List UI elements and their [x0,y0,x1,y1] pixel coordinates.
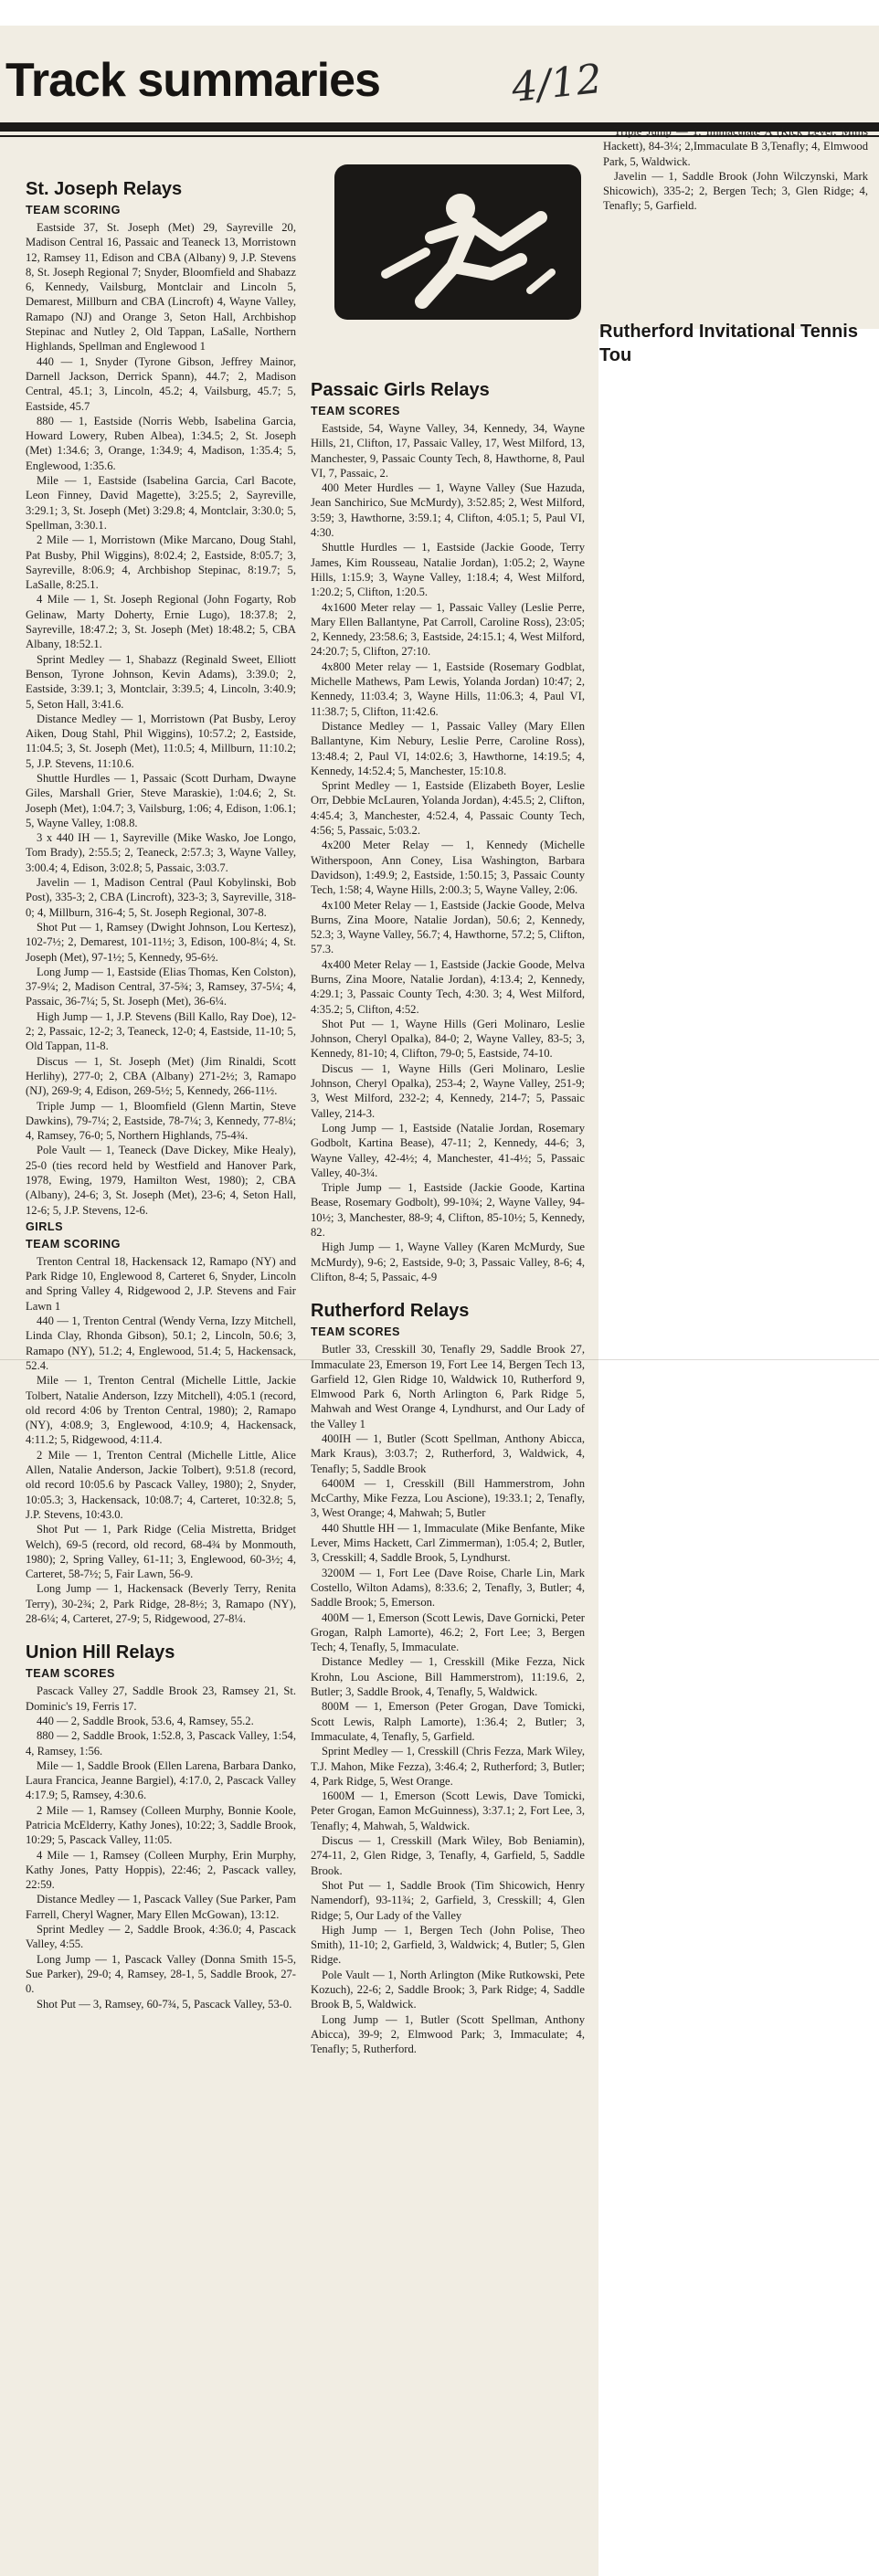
result-paragraph: 6400M — 1, Cresskill (Bill Hammerstrom, John McCarthy, Mike Fezza, Lou Ascione), 19:33.1; 2, Tenafly, 3, West Orange; 4, Mahwah; 5, Butler [311,1476,585,1520]
result-paragraph: 440 — 1, Trenton Central (Wendy Verna, Izzy Mitchell, Linda Clay, Rhonda Gibson), 50.1; 2, Lincoln, 50.6; 3, Ramapo (NY), 51.2; 4, Englewood, 51.4; 5, Hackensack, 52.4. [26,1314,296,1372]
section-title-st-joseph: St. Joseph Relays [26,179,183,199]
result-paragraph: Javelin — 1, Saddle Brook (John Wilczynski, Mark Shicowich), 335-2; 2, Bergen Tech; 3, Glen Ridge; 4, Tenafly; 5, Garfield. [603,169,868,213]
result-paragraph: Eastside, 54, Wayne Valley, 34, Kennedy, 34, Wayne Hills, 21, Clifton, 17, Passaic Valley, 17, West Milford, 13, Manchester, 9, Passaic County Tech, 8, Hawthorne, 8, Paul VI, 7, Passaic, 2. [311,422,585,480]
result-paragraph: 4x200 Meter Relay — 1, Kennedy (Michelle Witherspoon, Ann Coney, Lisa Washington, Barbara Davidson), 1:49.9; 2, Eastside, 1:50.15; 3, Passaic County Tech, 1:58; 4, Wayne Hills, 2:00.3; 5, Wayne Valley, 2:06. [311,839,585,897]
rutherford-continued-results [603,124,868,214]
result-paragraph: 2 Mile — 1, Morristown (Mike Marcano, Doug Stahl, Pat Busby, Phil Wiggins), 8:02.4; 2, Eastside, 8:05.7; 3, Sayreville, 8:06.9; 4, Archbishop Stepinac, 8:19.7; 5, LaSalle, 8:25.1. [26,533,296,592]
union-hill-scores-label: TEAM SCORES [26,1667,115,1681]
column-2 [311,375,585,2056]
result-paragraph: Discus — 1, St. Joseph (Met) (Jim Rinaldi, Scott Herlihy), 277-0; 2, CBA (Albany) 271-2½; 3, Ramapo (NJ), 269-9; 4, Edison, 269-5½; 5, Kennedy, 266-11½. [26,1054,296,1098]
result-paragraph: 2 Mile — 1, Trenton Central (Michelle Little, Alice Allen, Natalie Anderson, Jackie Tolbert), 9:51.8 (record, old record 10:05.6 by Pascack Valley, 1980); 2, Snyder, 10:05.3; 3, Hackensack, 10:08.7; 4, Carteret, 10:32.8; 5, J.P. Stevens, 10:43.0. [26,1448,296,1521]
section-title-rutherford: Rutherford Relays [311,1301,470,1322]
result-paragraph: Mile — 1, Eastside (Isabelina Garcia, Carl Bacote, Leon Finney, David Magette), 3:25.5; 2, Sayreville, 3:29.1; 3, St. Joseph (Met) 3:29.8; 4, Montclair, 3:30.0; 5, Spellman, 3:30.1. [26,474,296,532]
column-3 [603,124,868,214]
result-paragraph: 440 — 1, Snyder (Tyrone Gibson, Jeffrey Mainor, Darnell Jackson, Derrick Spann), 44.7; 2, Madison Central, 45.1; 3, Lincoln, 45.2; 4, Vailsburg, 45.7; 5, Eastside, 45.7 [26,354,296,413]
result-paragraph: Sprint Medley — 1, Shabazz (Reginald Sweet, Elliott Benson, Tyrone Johnson, Kevin Adams), 3:39.0; 2, Eastside, 3:39.1; 3, Montclair, 3:39.5; 4, Lincoln, 3:40.9; 5, Seton Hall, 3:41.6. [26,652,296,711]
handwritten-date: 4/12 [509,55,605,112]
result-paragraph: Pole Vault — 1, Teaneck (Dave Dickey, Mike Healy), 25-0 (ties record held by Westfield and Hanover Park, 1978, Ewing, 1979, Hamilton West, 1980); 2, CBA (Albany), 24-6; 3, St. Joseph (Met), 23-6; 4, Seton Hall, 12-6; 5, J.P. Stevens, 12-6. [26,1144,296,1217]
result-paragraph: High Jump — 1, J.P. Stevens (Bill Kallo, Ray Doe), 12-2; 2, Passaic, 12-2; 3, Teaneck, 12-0; 4, Eastside, 11-10; 5, Old Tappan, 11-8. [26,1009,296,1053]
st-joseph-boys-results [26,220,296,1218]
track-runner-icon [334,164,581,320]
result-paragraph: Shuttle Hurdles — 1, Eastside (Jackie Goode, Terry James, Kim Rousseau, Natalie Jordan), 1:05.2; 2, Wayne Hills, 1:15.9; 3, Wayne Valley, 1:18.4; 4, West Milford, 1:20.2; 5, Clifton, 1:20.5. [311,541,585,599]
st-joseph-girls-results [26,1254,296,1626]
result-paragraph: 4x100 Meter Relay — 1, Eastside (Jackie Goode, Melva Burns, Zina Moore, Natalie Jordan), 50.6; 2, Kennedy, 52.3; 3, Wayne Valley, 56.7; 4, Hawthorne, 57.2; 5, Clifton, 57.3. [311,898,585,956]
result-paragraph: Shot Put — 1, Park Ridge (Celia Mistretta, Bridget Welch), 69-5 (record, old record, 68-4¾ by Monmouth, 1980); 2, Spring Valley, 61-11; 3, Englewood, 60-3½; 4, Carteret, 58-7½; 5, Fair Lawn, 56-9. [26,1523,296,1581]
team-scoring-label: TEAM SCORING [26,204,121,216]
result-paragraph: Eastside 37, St. Joseph (Met) 29, Sayreville 20, Madison Central 16, Passaic and Teaneck 13, Morristown 12, Ramsey 11, Edison and CBA (Albany) 9, J.P. Stevens 8, St. Joseph Regional 7; Snyder, Bloomfield and Shabazz 6, Kennedy, Vailsburg, Montclair and Lincoln 5, Demarest, Millburn and CBA (Lincroft) 4, Wayne Valley, Ramapo (NJ) and Orange 3, Seton Hall, Archbishop Stepinac and Nutley 2, Old Tappan, LaSalle, Northern Highlands, Spellman and Englewood 1 [26,221,296,354]
result-paragraph: Discus — 1, Cresskill (Mark Wiley, Bob Beniamin), 274-11, 2, Glen Ridge, 3, Tenafly, 4, Garfield, 5, Saddle Brook. [311,1834,585,1877]
section-title-union-hill: Union Hill Relays [26,1642,175,1663]
result-paragraph: 400IH — 1, Butler (Scott Spellman, Anthony Abicca, Mark Kraus), 3:03.7; 2, Rutherford, 3, Waldwick, 4, Tenafly; 5, Saddle Brook [311,1432,585,1475]
result-paragraph: 3200M — 1, Fort Lee (Dave Roise, Charle Lin, Mark Costello, Wilton Adams), 8:33.6; 2, Tenafly, 3, Butler; 4, Saddle Brook; 5, Emerson. [311,1566,585,1610]
result-paragraph: Discus — 1, Wayne Hills (Geri Molinaro, Leslie Johnson, Cheryl Opalka), 253-4; 2, Wayne Valley, 251-9; 3, West Milford, 232-2; 4, Kennedy, 214-7; 5, Passaic Valley, 214-3. [311,1061,585,1120]
page-title: Track summaries [5,54,380,107]
rutherford-results [311,1342,585,2056]
result-paragraph: 1600M — 1, Emerson (Scott Lewis, Dave Tomicki, Peter Grogan, Eamon McGuinness), 3:37.1; 2, Fort Lee, 3, Tenafly; 4, Mahwah, 5, Waldwick. [311,1789,585,1832]
clipping-cutout-margin [598,329,879,2576]
result-paragraph: Triple Jump — 1, Bloomfield (Glenn Martin, Steve Dawkins), 79-7¼; 2, Eastside, 78-7¼; 3, Kennedy, 77-8¼; 4, Ramsey, 76-0; 5, Northern Highlands, 75-4¾. [26,1099,296,1143]
rutherford-scores-label: TEAM SCORES [311,1325,400,1339]
result-paragraph: Butler 33, Cresskill 30, Tenafly 29, Saddle Brook 27, Immaculate 23, Emerson 19, Fort Lee 14, Bergen Tech 13, Garfield 12, Glen Ridge 10, Waldwick 10, Rutherford 9, Elmwood Park 6, North Arlington 6, Park Ridge 5, Mahwah and West Orange 4, Lyndhurst, and Our Lady of the Valley 1 [311,1343,585,1431]
result-paragraph: Long Jump — 1, Eastside (Natalie Jordan, Rosemary Godbolt, Kartina Bease), 47-11; 2, Kennedy, 44-6; 3, Wayne Valley, 42-4½; 4, Manchester, 41-4½; 5, Passaic Valley, 40-3¼. [311,1121,585,1179]
girls-label: GIRLS [26,1219,63,1233]
result-paragraph: Trenton Central 18, Hackensack 12, Ramapo (NY) and Park Ridge 10, Englewood 8, Carteret 6, Snyder, Lincoln and Spring Valley 4, Ridgewood 2, J.P. Stevens and Fair Lawn 1 [26,1254,296,1313]
result-paragraph: 440 Shuttle HH — 1, Immaculate (Mike Benfante, Mike Lever, Mims Hackett, Carl Zimmerman), 1:05.4; 2, Butler, 3, Cresskill; 4, Saddle Brook, 5, Lyndhurst. [311,1521,585,1565]
result-paragraph: Long Jump — 1, Eastside (Elias Thomas, Ken Colston), 37-9¼; 2, Madison Central, 37-5¾; 3, Ramsey, 37-5¼; 4, Passaic, 36-7¼; 5, St. Joseph (Met), 36-6¼. [26,965,296,1008]
result-paragraph: Shot Put — 3, Ramsey, 60-7¾, 5, Pascack Valley, 53-0. [37,1997,292,2011]
passaic-scores-label: TEAM SCORES [311,405,400,417]
result-paragraph: Sprint Medley — 2, Saddle Brook, 4:36.0; 4, Pascack Valley, 4:55. [26,1923,296,1951]
paper-fold-line [0,1359,879,1360]
result-paragraph: 3 x 440 IH — 1, Sayreville (Mike Wasko, Joe Longo, Tom Brady), 2:55.5; 2, Teaneck, 2:57.3; 3, Wayne Valley, 3:00.4; 4, Edison, 3:02.8; 5, Passaic, 3:03.7. [26,831,296,874]
result-paragraph: 4 Mile — 1, St. Joseph Regional (John Fogarty, Rob Gelinaw, Marty Doherty, Ernie Lugo), 18:37.8; 2, Sayreville, 18:47.2; 3, St. Joseph (Met) 18:48.2; 5, CBA Albany, 18:52.1. [26,593,296,651]
result-paragraph: Long Jump — 1, Hackensack (Beverly Terry, Renita Terry), 30-2¾; 2, Park Ridge, 28-8½; 3, Ramapo (NY), 28-6¼; 4, Carteret, 27-9; 5, Ridgewood, 27-8¼. [26,1582,296,1626]
union-hill-results [26,1684,296,2011]
result-paragraph: Distance Medley — 1, Pascack Valley (Sue Parker, Pam Farrell, Cheryl Wagner, Mary Ellen McGowan), 13:12. [26,1893,296,1921]
result-paragraph: 2 Mile — 1, Ramsey (Colleen Murphy, Bonnie Koole, Patricia McElderry, Kathy Jones), 10:22; 3, Saddle Brook, 10:29; 5, Pascack Valley, 11:05. [26,1803,296,1847]
result-paragraph: Sprint Medley — 1, Cresskill (Chris Fezza, Mark Wiley, T.J. Mahon, Mike Fezza), 3:46.4; 2, Rutherford; 3, Butler; 4, Park Ridge, 5, West Orange. [311,1745,585,1788]
result-paragraph: Distance Medley — 1, Cresskill (Mike Fezza, Nick Krohn, Lou Ascione, Bill Hammerstrom), 11:19.6, 2, Butler; 3, Saddle Brook, 4, Tenafly, 5, Waldwick. [311,1655,585,1699]
result-paragraph: 4x1600 Meter relay — 1, Passaic Valley (Leslie Perre, Mary Ellen Ballantyne, Pat Carroll, Caroline Ross), 23:05; 2, Kennedy, 23:58.6; 3, Eastside, 24:15.1; 4, West Milford, 24:20.7; 5, Clifton, 27:10. [311,600,585,659]
result-paragraph: Triple Jump — 1, Immaculate A (Rick Lever, Mims Hackett), 84-3¼; 2,Immaculate B 3,Tenafly; 4, Elmwood Park, 5, Waldwick. [603,125,868,168]
result-paragraph: High Jump — 1, Wayne Valley (Karen McMurdy, Sue McMurdy), 9-6; 2, Eastside, 9-0; 3, Passaic Valley, 8-6; 4, Clifton, 8-4; 5, Passaic, 4-9 [311,1240,585,1283]
result-paragraph: 440 — 2, Saddle Brook, 53.6, 4, Ramsey, 55.2. [37,1714,254,1727]
result-paragraph: Long Jump — 1, Pascack Valley (Donna Smith 15-5, Sue Parker), 29-0; 4, Ramsey, 28-1, 5, Saddle Brook, 27-0. [26,1952,296,1996]
result-paragraph: 400 Meter Hurdles — 1, Wayne Valley (Sue Hazuda, Jean Sanchirico, Sue McMurdy), 3:52.85; 2, West Milford, 3:59; 3, Hawthorne, 3:59.1; 4, Clifton, 4:05.1; 5, Paul VI, 4:30. [311,481,585,540]
result-paragraph: Long Jump — 1, Butler (Scott Spellman, Anthony Abicca), 39-9; 2, Elmwood Park; 3, Immaculate; 4, Tenafly; 5, Rutherford. [311,2012,585,2056]
result-paragraph: Shot Put — 1, Ramsey (Dwight Johnson, Lou Kertesz), 102-7½; 2, Demarest, 101-11½; 3, Edison, 100-8¼; 4, St. Joseph (Met), 97-1½; 5, Kennedy, 95-6½. [26,920,296,964]
result-paragraph: 4 Mile — 1, Ramsey (Colleen Murphy, Erin Murphy, Kathy Jones, Patty Hoppis), 22:46; 2, Pascack valley, 22:59. [26,1848,296,1892]
column-1 [26,174,296,2011]
result-paragraph: 4x800 Meter relay — 1, Eastside (Rosemary Godblat, Michelle Mathews, Pam Lewis, Yolanda Jordan) 10:47; 2, Kennedy, 11:03.4; 3, Wayne Hills, 11:06.3; 4, Paul VI, 11:38.7; 5, Clifton, 11:42.6. [311,660,585,718]
result-paragraph: Pole Vault — 1, North Arlington (Mike Rutkowski, Pete Kozuch), 22-6; 2, Saddle Brook; 3, Park Ridge; 4, Saddle Brook B, 5, Waldwick. [311,1968,585,2011]
girls-team-scoring-label: TEAM SCORING [26,1237,121,1251]
result-paragraph: Sprint Medley — 1, Eastside (Elizabeth Boyer, Leslie Orr, Debbie McLauren, Yolanda Jordan), 4:45.5; 2, Clifton, 4:45.4; 3, Manchester, 4:52.4, 4, Passaic County Tech, 4:56; 5, Passaic, 5:03.2. [311,779,585,838]
result-paragraph: Javelin — 1, Madison Central (Paul Kobylinski, Bob Post), 335-3; 2, CBA (Lincroft), 323-3; 3, Sayreville, 318-0; 4, Millburn, 316-4; 5, St. Joseph Regional, 307-8. [26,876,296,919]
result-paragraph: 880 — 2, Saddle Brook, 1:52.8, 3, Pascack Valley, 1:54, 4, Ramsey, 1:56. [26,1729,296,1758]
result-paragraph: Mile — 1, Saddle Brook (Ellen Larena, Barbara Danko, Laura Francica, Jeanne Bargiel), 4:17.0, 2, Pascack Valley 4:17.9; 5, Ramsey, 4:30.6. [26,1758,296,1802]
result-paragraph: 800M — 1, Emerson (Peter Grogan, Dave Tomicki, Scott Lewis, Ralph Lamorte), 1:36.4; 2, Butler; 3, Immaculate, 4, Tenafly, 5, Garfield. [311,1700,585,1743]
result-paragraph: High Jump — 1, Bergen Tech (John Polise, Theo Smith), 11-10; 2, Garfield, 3, Waldwick; 4, Butler; 5, Glen Ridge. [311,1923,585,1967]
result-paragraph: Distance Medley — 1, Morristown (Pat Busby, Leroy Aiken, Doug Stahl, Phil Wiggins), 10:57.2; 2, Eastside, 11:04.5; 3, St. Joseph (Met), 11:0.5; 4, Millburn, 11:10.2; 5, J.P. Stevens, 11:10.6. [26,712,296,770]
section-title-passaic: Passaic Girls Relays [311,380,490,400]
result-paragraph: Shuttle Hurdles — 1, Passaic (Scott Durham, Dwayne Giles, Marshall Grier, Steve Maraskie), 1:04.6; 2, St. Joseph (Met), 1:04.7; 3, Vailsburg, 1:06; 4, Edison, 1:06.1; 5, Wayne Valley, 1:08.8. [26,771,296,829]
passaic-results [311,421,585,1284]
result-paragraph: Triple Jump — 1, Eastside (Jackie Goode, Kartina Bease, Rosemary Godbolt), 99-10¾; 2, Wayne Valley, 94-10½; 3, Manchester, 88-9; 4, Clifton, 85-10½; 5, Kennedy, 82. [311,1181,585,1240]
result-paragraph: Shot Put — 1, Saddle Brook (Tim Shicowich, Henry Namendorf), 93-11¾; 2, Garfield, 3, Cresskill; 4, Glen Ridge; 5, Our Lady of the Valley [311,1878,585,1922]
result-paragraph: Distance Medley — 1, Passaic Valley (Mary Ellen Ballantyne, Kim Nebury, Leslie Perre, Caroline Ross), 13:48.4; 2, Paul VI, 14:02.6; 3, Hawthorne, 14:19.5; 4, Kennedy, 14:52.4; 5, Manchester, 15:10.8. [311,719,585,777]
result-paragraph: 400M — 1, Emerson (Scott Lewis, Dave Gornicki, Peter Grogan, Ralph Lamorte), 46.2; 2, Fort Lee; 3, Bergen Tech; 4, Tenafly, 5, Immaculate. [311,1610,585,1654]
result-paragraph: 880 — 1, Eastside (Norris Webb, Isabelina Garcia, Howard Lowery, Ruben Albea), 1:34.5; 2, St. Joseph (Met) 1:34.6; 3, Orange, 1:34.9; 4, Madison, 1:35.4; 5, Englewood, 1:35.6. [26,414,296,472]
result-paragraph: 4x400 Meter Relay — 1, Eastside (Jackie Goode, Melva Burns, Zina Moore, Natalie Jordan), 4:13.4; 2, Kennedy, 4:29.1; 3, Passaic County Tech, 4:30. 3; 4, West Milford, 4:35.2; 5, Clifton, 4:52. [311,957,585,1016]
result-paragraph: Shot Put — 1, Wayne Hills (Geri Molinaro, Leslie Johnson, Cheryl Opalka), 84-0; 2, Wayne Valley, 83-5; 3, Kennedy, 81-10; 4, Clifton, 79-0; 5, Eastside, 74-10. [311,1017,585,1061]
section-title-tennis: Rutherford Invitational Tennis Tou [599,322,858,362]
result-paragraph: Pascack Valley 27, Saddle Brook 23, Ramsey 21, St. Dominic's 19, Ferris 17. [26,1684,296,1713]
masthead [0,26,879,117]
result-paragraph: Mile — 1, Trenton Central (Michelle Little, Jackie Tolbert, Natalie Anderson, Izzy Mitchell), 4:05.1 (record, old record 4:06 by Trenton Central, 1980); 2, Ramapo (NY), 4:08.9; 3, Englewood, 4:10.9; 4, Hackensack, 4:11.2; 5, Ridgewood, 4:11.4. [26,1374,296,1447]
